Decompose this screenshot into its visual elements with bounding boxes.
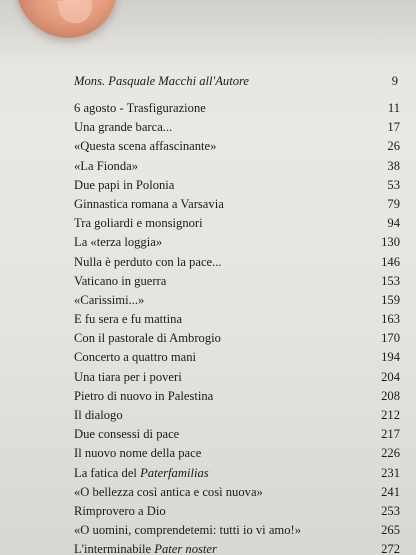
toc-entry-page: 208 [381,388,400,403]
toc-entry-title: Nulla è perduto con la pace... [74,254,222,269]
toc-entry [74,523,400,542]
toc-entry-title: 6 agosto - Trasfigurazione [74,101,206,115]
toc-entry [74,312,400,331]
toc-entry-page: 217 [381,427,400,442]
fingernail [58,0,94,25]
toc-entry-title: Il dialogo [74,408,123,422]
toc-entry [74,139,400,158]
toc-entry-title-plain: L'interminabile [74,542,155,555]
toc-entry-page: 159 [381,292,400,307]
toc-entry-title: «O bellezza così antica e così nuova» [74,484,263,499]
toc-entry-page: 153 [381,273,400,288]
toc-entry-page: 204 [381,369,400,384]
toc-entry-page: 253 [381,503,400,518]
toc-entry [74,408,400,427]
toc-entry-title: «O uomini, comprendetemi: tutti io vi amo!» [74,523,302,538]
toc-entry-page: 163 [381,312,400,327]
toc-entry [74,159,400,178]
toc-entry [74,504,400,523]
toc-entry [74,197,400,216]
toc-entry [74,331,400,350]
toc-entry [74,274,400,293]
toc-entry-title: Due consessi di pace [74,427,180,442]
toc-entry-page: 265 [381,523,400,538]
toc-entry-title: Rimprovero a Dio [74,503,166,518]
toc-entry-title: Mons. Pasquale Macchi all'Autore [74,74,250,88]
toc-entry-title-plain: La fatica del [74,465,141,480]
toc-entry-page: 146 [381,254,400,269]
toc-entry-title: La «terza loggia» [74,235,163,250]
toc-entry-title: Con il pastorale di Ambrogio [74,331,221,346]
toc-entry-page: 241 [381,484,400,499]
toc-entry [74,446,400,465]
toc-entry [74,370,400,389]
toc-entry-page: 9 [391,74,398,88]
toc-entry-title: «Carissimi...» [74,292,145,307]
toc-entry-page: 212 [381,408,400,422]
toc-entry [74,178,400,197]
toc-entry-page: 94 [387,216,400,231]
toc-entry-title [74,466,209,481]
toc-entry [74,235,400,254]
toc-entry-page: 170 [381,331,400,346]
toc-entry-title: Concerto a quattro mani [74,350,197,365]
toc-entry-title: Vaticano in guerra [74,273,167,288]
table-of-contents [74,74,400,555]
toc-entry [74,255,400,274]
toc-entry-title: Una grande barca... [74,120,173,135]
toc-entry-page: 26 [387,139,400,154]
toc-entry-title-italic: Pater noster [154,542,217,555]
toc-entry-page: 53 [387,177,400,192]
toc-entry-page: 194 [381,350,400,365]
toc-entry-page: 226 [381,446,400,461]
toc-entry [74,542,400,555]
toc-entry-title: «Questa scena affascinante» [74,139,217,154]
toc-entry [74,293,400,312]
toc-entry-page: 11 [387,101,400,115]
toc-entry-page: 17 [387,120,400,135]
toc-entry [74,101,400,120]
toc-entry-title-italic: Paterfamilias [140,465,209,480]
toc-entry [74,466,400,485]
toc-entry [74,74,400,101]
toc-entry-title [74,542,217,555]
toc-entry-title: E fu sera e fu mattina [74,312,183,327]
toc-entry-page: 272 [381,542,400,555]
toc-entry-page: 130 [381,235,400,250]
toc-entry-title: Una tiara per i poveri [74,369,182,384]
toc-entry-page: 79 [387,196,400,211]
toc-entry-title: Due papi in Polonia [74,177,175,192]
toc-entry-title: Il nuovo nome della pace [74,446,202,461]
toc-entry [74,120,400,139]
toc-entry-title: Tra goliardi e monsignori [74,216,203,231]
toc-entry [74,350,400,369]
toc-entry-title: «La Fionda» [74,158,139,173]
toc-entry-page: 38 [387,158,400,173]
toc-entry [74,216,400,235]
toc-entry [74,427,400,446]
toc-entry-title: Ginnastica romana a Varsavia [74,196,224,211]
toc-entry [74,485,400,504]
toc-entry [74,389,400,408]
toc-entry-page: 231 [381,465,400,480]
toc-entry-title: Pietro di nuovo in Palestina [74,388,214,403]
